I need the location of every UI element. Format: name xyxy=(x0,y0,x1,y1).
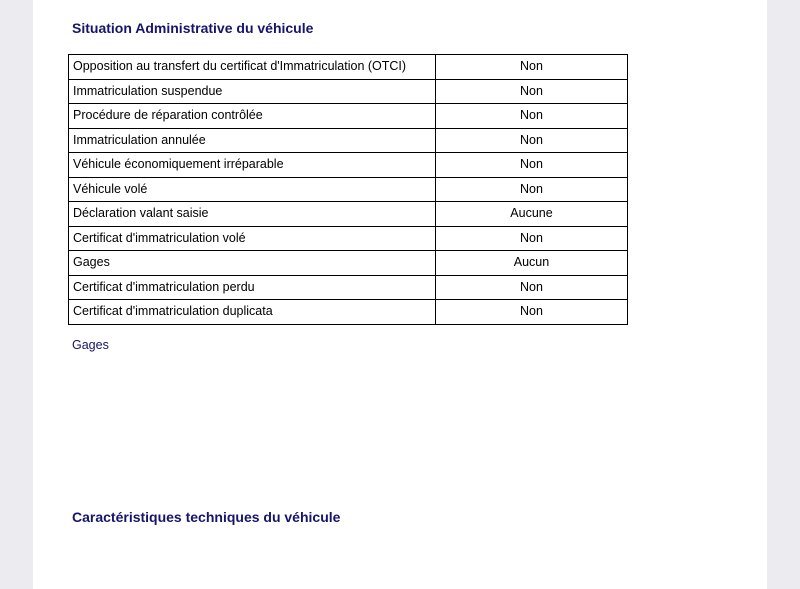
row-label: Procédure de réparation contrôlée xyxy=(69,104,436,129)
table-row xyxy=(69,251,628,276)
row-value: Non xyxy=(436,226,628,251)
section-title-technical: Caractéristiques techniques du véhicule xyxy=(72,509,341,525)
row-value: Non xyxy=(436,153,628,178)
table-row xyxy=(69,153,628,178)
admin-status-table xyxy=(68,54,628,325)
row-label: Certificat d'immatriculation volé xyxy=(69,226,436,251)
row-value: Non xyxy=(436,300,628,325)
table-row xyxy=(69,202,628,227)
row-value: Non xyxy=(436,79,628,104)
row-label: Déclaration valant saisie xyxy=(69,202,436,227)
table-row xyxy=(69,300,628,325)
section-title-admin: Situation Administrative du véhicule xyxy=(72,20,314,36)
row-value: Non xyxy=(436,128,628,153)
gages-subsection-title[interactable]: Gages xyxy=(72,338,109,352)
row-label: Certificat d'immatriculation perdu xyxy=(69,275,436,300)
table-row xyxy=(69,55,628,80)
row-label: Certificat d'immatriculation duplicata xyxy=(69,300,436,325)
row-label: Immatriculation suspendue xyxy=(69,79,436,104)
row-label: Véhicule économiquement irréparable xyxy=(69,153,436,178)
document-page xyxy=(33,0,767,589)
row-value: Aucun xyxy=(436,251,628,276)
row-value: Non xyxy=(436,55,628,80)
table-row xyxy=(69,104,628,129)
row-label: Véhicule volé xyxy=(69,177,436,202)
row-label: Opposition au transfert du certificat d'Immatriculation (OTCI) xyxy=(69,55,436,80)
row-label: Immatriculation annulée xyxy=(69,128,436,153)
table-row xyxy=(69,128,628,153)
row-label: Gages xyxy=(69,251,436,276)
table-row xyxy=(69,275,628,300)
table-row xyxy=(69,79,628,104)
row-value: Non xyxy=(436,104,628,129)
table-row xyxy=(69,226,628,251)
row-value: Aucune xyxy=(436,202,628,227)
row-value: Non xyxy=(436,177,628,202)
table-row xyxy=(69,177,628,202)
row-value: Non xyxy=(436,275,628,300)
